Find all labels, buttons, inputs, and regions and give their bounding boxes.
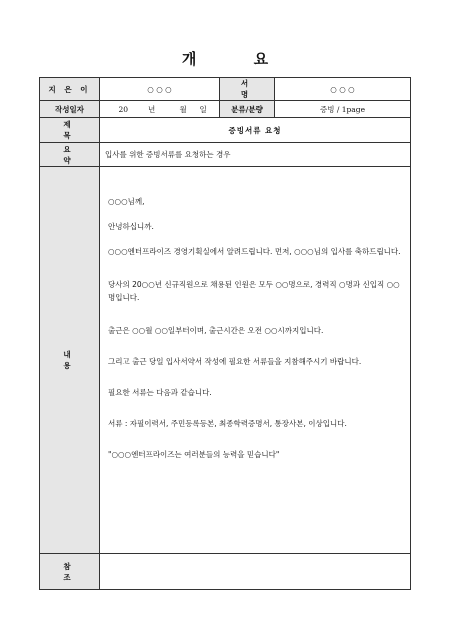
content-label: 내 용 (40, 167, 100, 554)
author-label: 지 은 이 (40, 78, 100, 101)
signature-label: 서 명 (220, 78, 275, 101)
overview-form (39, 77, 411, 590)
content-paragraph: 그리고 출근 당일 입사서약서 작성에 필요한 서류들을 지참해주시기 바랍니다. (108, 357, 362, 366)
subject-row (40, 118, 411, 143)
date-value[interactable] (100, 101, 220, 118)
content-paragraph: 서류 : 자필이력서, 주민등록등본, 최종학력증명서, 통장사본, 이상입니다. (108, 419, 347, 428)
summary-label: 요 약 (40, 143, 100, 167)
category-label: 분류/분량 (220, 101, 275, 118)
date-label: 작성일자 (40, 101, 100, 118)
date-year: 20 (118, 104, 129, 114)
author-value[interactable]: ○ ○ ○ (100, 78, 220, 101)
reference-value[interactable] (100, 554, 411, 590)
category-value[interactable]: 증빙 / 1page (275, 101, 411, 118)
summary-row (40, 143, 411, 167)
date-month-unit: 월 (179, 104, 187, 114)
subject-label: 제 목 (40, 118, 100, 143)
content-row (40, 167, 411, 554)
subject-value[interactable]: 증빙서류 요청 (100, 118, 411, 143)
content-paragraph: "○○○엔터프라이즈는 여러분들의 능력을 믿습니다" (108, 450, 280, 459)
content-paragraph: ○○○님께, (108, 197, 145, 206)
summary-value[interactable]: 입사를 위한 증빙서류를 요청하는 경우 (100, 143, 411, 167)
signature-value[interactable]: ○ ○ ○ (275, 78, 411, 101)
reference-label: 참 조 (40, 554, 100, 590)
content-body[interactable] (100, 167, 411, 554)
date-row (40, 101, 411, 118)
content-paragraph: 필요한 서류는 다음과 같습니다. (108, 388, 212, 397)
author-row (40, 78, 411, 101)
page-title: 개 요 (181, 50, 295, 68)
reference-row (40, 554, 411, 590)
content-paragraph: ○○○엔터프라이즈 경영기획실에서 알려드립니다. 먼저, ○○○님의 입사를 축하드립니다. (108, 247, 401, 256)
content-paragraph: 출근은 ○○월 ○○일부터이며, 출근시간은 오전 ○○시까지입니다. (108, 326, 324, 335)
content-paragraph: 당사의 20○○년 신규직원으로 채용된 인원은 모두 ○○명으로, 경력직 ○명과 신입직 ○○명입니다. (108, 280, 400, 302)
date-year-unit: 년 (148, 104, 156, 114)
content-paragraph: 안녕하십니까. (108, 222, 154, 231)
date-day-unit: 일 (199, 104, 207, 114)
